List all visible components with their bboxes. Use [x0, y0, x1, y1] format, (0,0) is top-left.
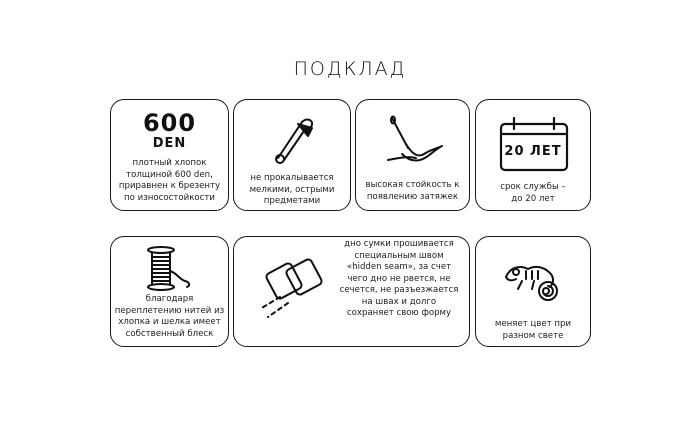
card-caption: срок службы – до 20 лет — [500, 182, 566, 204]
card-caption: меняет цвет при разном свете — [494, 319, 572, 341]
card-puncture-resistant — [233, 99, 351, 211]
card-silk-shine — [110, 236, 229, 347]
den-unit: DEN — [152, 136, 187, 151]
thread-spool-icon — [143, 245, 195, 293]
hidden-seam-icon — [246, 255, 336, 329]
den-value: 600 — [142, 109, 197, 137]
card-caption: благодаря переплетению нитей из хлопка и шелка имеет собственный блеск — [114, 294, 225, 339]
card-caption: дно сумки прошивается специальным швом «hidden seam», за счет чего дно не рвется, не сечется, не разъезжается на швах и долго сохраняет свою форму — [339, 239, 459, 318]
card-600-den — [110, 99, 229, 211]
card-color-change — [475, 236, 591, 347]
card-snag-resistant — [355, 99, 470, 211]
card-service-life — [475, 99, 591, 211]
card-hidden-seam — [233, 236, 470, 347]
needle-thread-icon — [384, 114, 444, 168]
page-title: ПОДКЛАД — [293, 58, 407, 80]
card-caption: плотный хлопок толщиной 600 den, приравнен к брезенту по износостойкости — [118, 158, 221, 203]
card-caption: не прокалывается мелкими, острыми предметами — [249, 173, 335, 206]
safety-pin-icon — [268, 114, 320, 166]
years-value: 20 ЛЕТ — [504, 144, 562, 159]
chameleon-icon — [502, 259, 566, 307]
card-caption: высокая стойкость к появлению затяжек — [365, 180, 460, 202]
